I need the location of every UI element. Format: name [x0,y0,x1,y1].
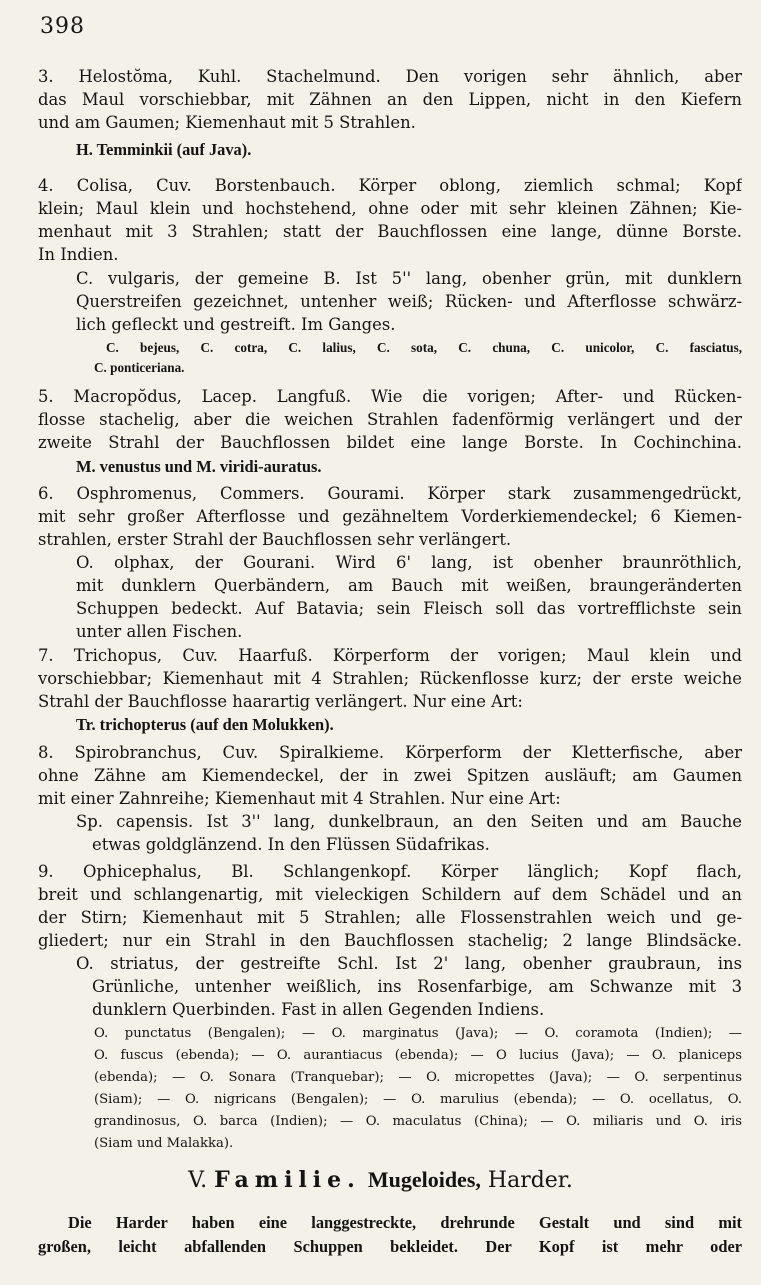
species-line: O. striatus, der gestreifte Schl. Ist 2' lang, obenher graubraun, ins [76,954,742,973]
species-line: Tr. trichopterus (auf den Molukken). [76,715,334,734]
text-line: der Stirn; Kiemenhaut mit 5 Strahlen; alle Flossenstrahlen weich und ge- [38,908,742,927]
text-line: menhaut mit 3 Strahlen; statt der Bauchflossen eine lange, dünne Borste. [38,222,742,241]
text-line: 5. Macropŏdus, Lacep. Langfuß. Wie die vorigen; After- und Rücken- [38,387,742,406]
text-line: zweite Strahl der Bauchflossen bildet eine lange Borste. In Cochinchina. [38,433,742,452]
species-line: H. Temminkii (auf Java). [76,140,252,159]
text-line: ohne Zähne am Kiemendeckel, der in zwei Spitzen ausläuft; am Gaumen [38,766,742,785]
species-line: Sp. capensis. Ist 3'' lang, dunkelbraun, an den Seiten und am Bauche [76,812,742,831]
text-line: breit und schlangenartig, mit vieleckigen Schildern auf dem Schädel und an [38,885,742,904]
text-line: etwas goldglänzend. In den Flüssen Südafrikas. [92,835,490,854]
text-line: und am Gaumen; Kiemenhaut mit 5 Strahlen. [38,113,416,132]
species-list-line: (Siam); — O. nigricans (Bengalen); — O. marulius (ebenda); — O. ocellatus, O. [94,1092,742,1107]
species-line: M. venustus und M. viridi-auratus. [76,457,322,476]
species-list-line: (ebenda); — O. Sonara (Tranquebar); — O. micropettes (Java); — O. serpentinus [94,1070,742,1085]
text-line: 4. Colisa, Cuv. Borstenbauch. Körper oblong, ziemlich schmal; Kopf [38,176,742,195]
text-line: 9. Ophicephalus, Bl. Schlangenkopf. Körper länglich; Kopf flach, [38,862,742,881]
text-line: In Indien. [38,245,119,264]
family-heading [0,1167,761,1193]
species-list-line: C. ponticeriana. [94,360,185,375]
text-line: 7. Trichopus, Cuv. Haarfuß. Körperform der vorigen; Maul klein und [38,646,742,665]
species-list-line: O. fuscus (ebenda); — O. aurantiacus (ebenda); — O lucius (Java); — O. planiceps [94,1048,742,1063]
text-line: mit dunklern Querbändern, am Bauch mit weißen, braungeränderten [76,576,742,595]
species-line: C. vulgaris, der gemeine B. Ist 5'' lang, obenher grün, mit dunklern [76,269,742,288]
text-line: großen, leicht abfallenden Schuppen bekleidet. Der Kopf ist mehr oder [38,1237,742,1256]
family-name: Mugeloides, [367,1167,481,1192]
text-line: 8. Spirobranchus, Cuv. Spiralkieme. Körperform der Kletterfische, aber [38,743,742,762]
text-line: dunklern Querbinden. Fast in allen Gegenden Indiens. [92,1000,545,1019]
text-line: klein; Maul klein und hochstehend, ohne oder mit sehr kleinen Zähnen; Kie- [38,199,742,218]
family-author: Harder. [487,1168,573,1193]
family-word: Familie. [214,1167,361,1193]
text-line: unter allen Fischen. [76,622,243,641]
text-line: Schuppen bedeckt. Auf Batavia; sein Fleisch soll das vortrefflichste sein [76,599,742,618]
text-line: mit sehr großer Afterflosse und gezähneltem Vorderkiemendeckel; 6 Kiemen- [38,507,742,526]
text-line: Die Harder haben eine langgestreckte, drehrunde Gestalt und sind mit [68,1213,742,1232]
text-line: Grünliche, untenher weißlich, ins Rosenfarbige, am Schwanze mit 3 [92,977,742,996]
text-line: strahlen, erster Strahl der Bauchflossen sehr verlängert. [38,530,512,549]
species-list-line: O. punctatus (Bengalen); — O. marginatus (Java); — O. coramota (Indien); — [94,1026,742,1041]
text-line: 6. Osphromenus, Commers. Gourami. Körper stark zusammengedrückt, [38,484,742,503]
page-number: 398 [40,14,85,39]
species-line: O. olphax, der Gourani. Wird 6' lang, ist obenher braunröthlich, [76,553,742,572]
text-line: lich gefleckt und gestreift. Im Ganges. [76,315,396,334]
family-numeral: V. [188,1168,208,1193]
species-list-line: (Siam und Malakka). [94,1136,234,1151]
text-line: Querstreifen gezeichnet, untenher weiß; Rücken- und Afterflosse schwärz- [76,292,742,311]
text-line: 3. Helostŏma, Kuhl. Stachelmund. Den vorigen sehr ähnlich, aber [38,67,742,86]
text-line: flosse stachelig, aber die weichen Strahlen fadenförmig verlängert und der [38,410,742,429]
species-list-line: C. bejeus, C. cotra, C. lalius, C. sota, C. chuna, C. unicolor, C. fasciatus, [106,340,742,355]
text-line: Strahl der Bauchflosse haarartig verlängert. Nur eine Art: [38,692,523,711]
text-line: das Maul vorschiebbar, mit Zähnen an den Lippen, nicht in den Kiefern [38,90,742,109]
text-line: gliedert; nur ein Strahl in den Bauchflossen stachelig; 2 lange Blindsäcke. [38,931,742,950]
species-list-line: grandinosus, O. barca (Indien); — O. maculatus (China); — O. miliaris und O. iris [94,1114,742,1129]
text-line: mit einer Zahnreihe; Kiemenhaut mit 4 Strahlen. Nur eine Art: [38,789,561,808]
text-line: vorschiebbar; Kiemenhaut mit 4 Strahlen; Rückenflosse kurz; der erste weiche [38,669,742,688]
